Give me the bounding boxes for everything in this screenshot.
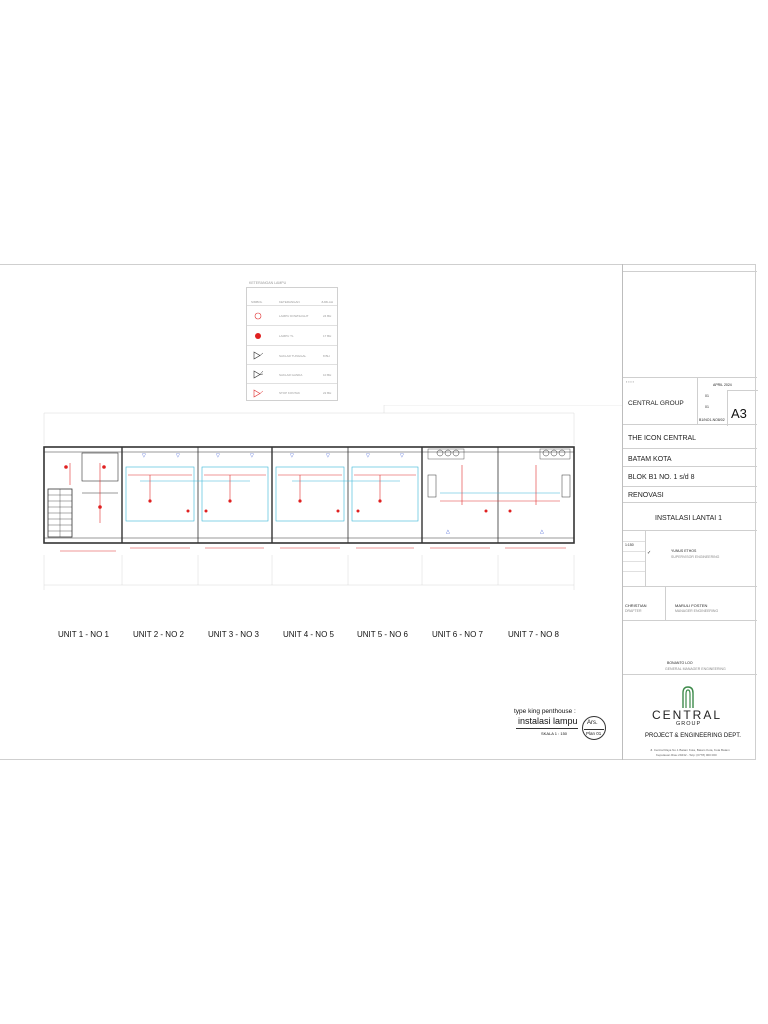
stamp-underline	[516, 728, 578, 729]
approver-name: YUNUS ETHOS	[671, 549, 697, 553]
paper-size: A3	[731, 406, 747, 421]
drawing-code: B1/NO1-NO8/02	[699, 418, 725, 422]
svg-text:▽: ▽	[290, 453, 294, 459]
sheet-number: 01	[705, 394, 709, 398]
legend-qty: 17 BH	[323, 334, 332, 338]
brand-sub: GROUP	[676, 721, 702, 727]
address-line-1: Jl. Central Raya No.1 Batam Kota, Batam Kota, Kota Batam	[650, 748, 730, 752]
svg-text:▽: ▽	[142, 453, 146, 459]
legend-row	[247, 364, 337, 383]
stamp-title: instalasi lampu	[518, 716, 578, 726]
lamp-legend	[246, 281, 338, 401]
dimension-lines	[44, 405, 622, 590]
tl-lamp-icon	[254, 332, 262, 340]
legend-header-symbol: SIMBOL	[251, 300, 263, 304]
legend-row	[247, 345, 337, 364]
check-mark: ✓	[647, 550, 652, 556]
unit-label: UNIT 3 - NO 3	[208, 630, 259, 639]
checker-role: MANAGER ENGINEERING	[675, 609, 719, 613]
department: PROJECT & ENGINEERING DEPT.	[645, 733, 741, 739]
legend-desc: SAKLAR TUNGGAL	[279, 354, 307, 358]
drawing-date: APRIL 2024	[713, 383, 732, 387]
legend-desc: LAMPU TL	[279, 334, 294, 338]
project-name: THE ICON CENTRAL	[628, 435, 697, 442]
unit-label: UNIT 7 - NO 8	[508, 630, 559, 639]
title-block-signatures	[623, 587, 757, 621]
svg-text:△: △	[446, 529, 450, 535]
project-location: BATAM KOTA	[628, 456, 672, 463]
address-line-2: Kepulauan Riau 29432 - Telp: (0778) 000 000	[656, 753, 717, 757]
svg-text:▽: ▽	[366, 453, 370, 459]
unit-label: UNIT 5 - NO 6	[357, 630, 408, 639]
legend-qty: 8 BH	[323, 354, 330, 358]
central-group-logo	[650, 686, 726, 736]
stamp-circle	[582, 716, 606, 740]
brand-name: CENTRAL	[652, 708, 723, 722]
legend-title: KETERANGAN LAMPU	[249, 281, 287, 285]
svg-text:▽: ▽	[250, 453, 254, 459]
drafter-role: DRAFTER	[625, 609, 642, 613]
legend-header-qty: JUMLAH	[321, 300, 334, 304]
svg-text:▽: ▽	[216, 453, 220, 459]
drawing-title: INSTALASI LANTAI 1	[655, 515, 723, 522]
stamp-plan: Plan 01	[586, 731, 602, 736]
unit-label: UNIT 6 - NO 7	[432, 630, 483, 639]
double-switch-icon	[253, 370, 263, 379]
drafter-name: CHRISTIAN	[625, 603, 647, 608]
work-type: RENOVASI	[628, 492, 664, 499]
central-logo-icon	[680, 686, 696, 708]
scale-value: 1:150	[625, 543, 634, 547]
legend-header-desc: KETERANGAN	[279, 300, 300, 304]
legend-desc: SAKLAR GANDA	[279, 373, 303, 377]
approver-role: SUPERVISOR ENGINEERING	[671, 555, 720, 559]
title-block-company: ▪ ▪ ▪ ▪ CENTRAL GROUP APRIL 2024 01 01 B1/NO1-NO8/02 A3	[623, 378, 757, 425]
legend-row	[247, 325, 337, 345]
legend-row	[247, 383, 337, 401]
unit-label: UNIT 4 - NO 5	[283, 630, 334, 639]
title-block-director	[623, 621, 757, 675]
sheet-total: 01	[705, 405, 709, 409]
unit-label: UNIT 2 - NO 2	[133, 630, 184, 639]
director-role: GENERAL MANAGER ENGINEERING	[665, 667, 726, 671]
stamp-scale: SKALA 1 : 150	[541, 731, 568, 736]
floor-plan	[0, 405, 622, 590]
single-switch-icon	[253, 351, 263, 360]
downlight-icon	[254, 312, 262, 320]
company-name: CENTRAL GROUP	[628, 400, 684, 407]
svg-text:△: △	[540, 529, 544, 535]
stamp-code: Ars.	[587, 720, 598, 726]
legend-row	[247, 305, 337, 325]
title-block-notes	[623, 272, 757, 378]
ceiling-fixtures	[142, 453, 544, 535]
outlet-icon	[253, 389, 263, 398]
fan-fixtures	[437, 450, 565, 456]
legend-qty: 10 BH	[323, 373, 332, 377]
director-name: BONANTO LOO	[667, 661, 693, 665]
unit-label: UNIT 1 - NO 1	[58, 630, 109, 639]
svg-text:▽: ▽	[326, 453, 330, 459]
title-block-approval	[623, 531, 757, 587]
svg-text:▽: ▽	[176, 453, 180, 459]
legend-qty: 22 BH	[323, 391, 332, 395]
walls	[44, 447, 574, 543]
tl-lamps	[64, 465, 511, 512]
checker-name: MARULI FOSTEN	[675, 603, 708, 608]
project-block: BLOK B1 NO. 1 s/d 8	[628, 474, 695, 481]
legend-desc: LAMPU DOWNLIGHT	[279, 314, 309, 318]
legend-qty: 24 BH	[323, 314, 332, 318]
stamp-type: type king penthouse :	[514, 708, 576, 715]
legend-desc: STOP KONTAK	[279, 391, 301, 395]
svg-text:▽: ▽	[400, 453, 404, 459]
